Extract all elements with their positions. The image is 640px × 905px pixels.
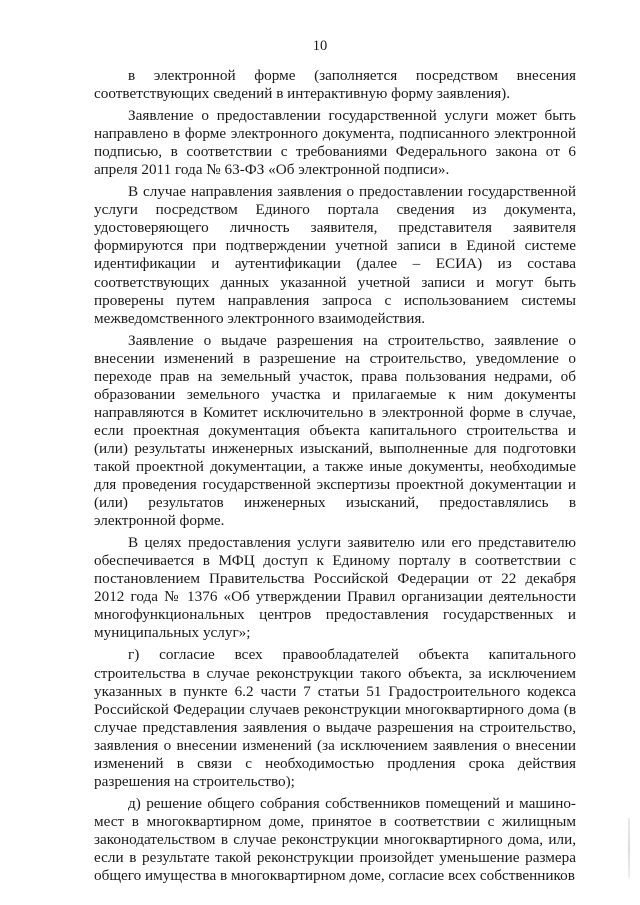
paragraph-item-d-owners-decision: д) решение общего собрания собственников помещений и машино-мест в многоквартирном доме, принятое в соответствии с жилищным законодательством в случае реконструкции многоквартирного дома, или, если в результате такой реконструкции произойдет уменьшение размера общего имущества в многоквартирном доме, согласие всех собственников [94, 794, 576, 885]
page-number: 10 [312, 38, 328, 54]
paragraph-mfc-access: В целях предоставления услуги заявителю или его представителю обеспечивается в МФЦ доступ к Единому порталу в соответствии с постановлением Правительства Российской Федерации от 22 декабря 2012 года № 1376 «Об утверждении Правил организации деятельности многофункциональных центров предоставления государственных и муниципальных услуг»; [94, 534, 576, 642]
scan-edge-mark [628, 818, 630, 878]
paragraph-electronic-submission: Заявление о выдаче разрешения на строительство, заявление о внесении изменений в разрешение на строительство, уведомление о переходе прав на земельный участок, права пользования недрами, об образовании земельного участка и прилагаемые к ним документы направляются в Комитет исключительно в электронной форме в случае, если проектная документация объекта капитального строительства и (или) результаты инженерных изысканий, выполненные для подготовки такой проектной документации, а также иные документы, необходимые для проведения государственной экспертизы проектной документации и (или) результатов инженерных изысканий, предоставлялись в электронной форме. [94, 331, 576, 530]
paragraph-esia-identification: В случае направления заявления о предоставлении государственной услуги посредством Единого портала сведения из документа, удостоверяющего личность заявителя, представителя заявителя формируются при подтверждении учетной записи в Единой системе идентификации и аутентификации (далее – ЕСИА) из состава соответствующих данных указанной учетной записи и могут быть проверены путем направления запроса с использованием системы межведомственного электронного взаимодействия. [94, 183, 576, 327]
paragraph-item-g-consent: г) согласие всех правообладателей объекта капитального строительства в случае реконструкции такого объекта, за исключением указанных в пункте 6.2 части 7 статьи 51 Градостроительного кодекса Российской Федерации случаев реконструкции многоквартирного дома (в случае представления заявления о выдаче разрешения на строительство, заявления о внесении изменений (за исключением заявления о внесении изменений в связи с необходимостью продления срока действия разрешения на строительство); [94, 646, 576, 790]
document-body [94, 67, 576, 889]
paragraph-electronic-signature: Заявление о предоставлении государственной услуги может быть направлено в форме электронного документа, подписанного электронной подписью, в соответствии с требованиями Федерального закона от 6 апреля 2011 года № 63-ФЗ «Об электронной подписи». [94, 107, 576, 179]
paragraph-electronic-form-continuation: в электронной форме (заполняется посредством внесения соответствующих сведений в интерактивную форму заявления). [94, 67, 576, 103]
